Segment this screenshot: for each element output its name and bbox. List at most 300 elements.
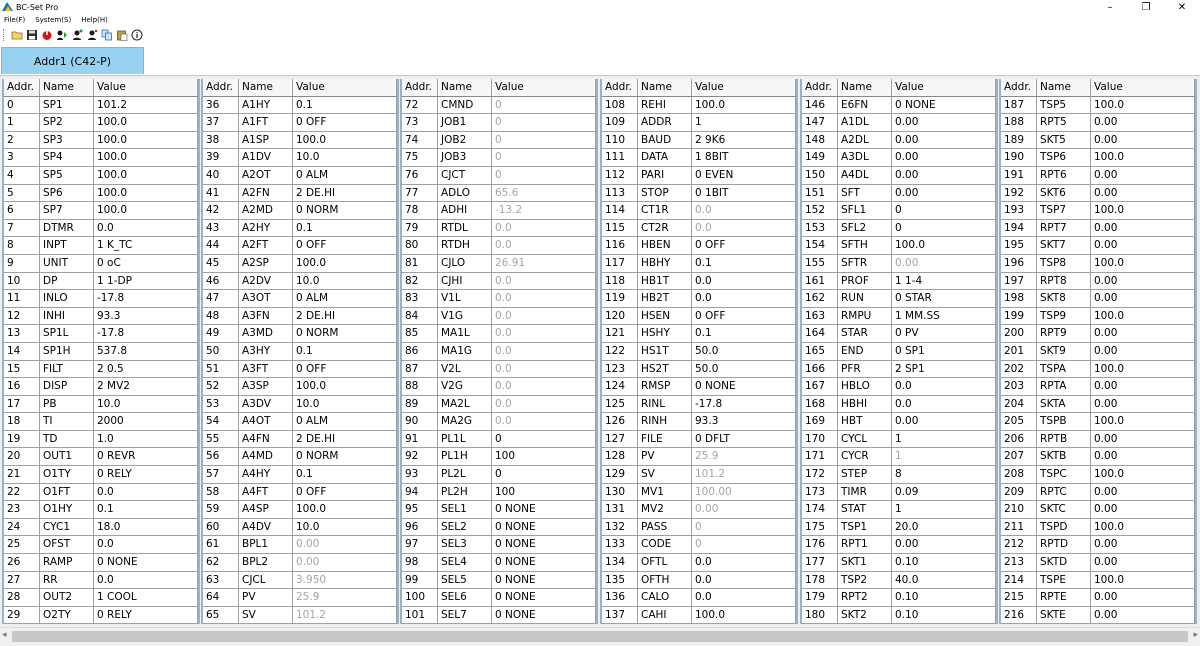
table-row[interactable] (1001, 273, 1195, 291)
value-cell[interactable]: 0 ALM (293, 290, 397, 308)
value-cell[interactable]: 1 (892, 501, 996, 519)
table-row[interactable] (203, 466, 397, 484)
value-cell[interactable]: 100.0 (94, 185, 198, 203)
value-cell[interactable]: 0.00 (1091, 325, 1195, 343)
value-cell[interactable]: 25.9 (692, 448, 796, 466)
table-row[interactable] (203, 114, 397, 132)
table-row[interactable] (203, 343, 397, 361)
table-row[interactable] (802, 202, 996, 220)
value-cell[interactable]: 100.0 (293, 132, 397, 150)
value-cell[interactable]: 100.0 (692, 607, 796, 625)
value-cell[interactable]: -17.8 (692, 396, 796, 414)
value-cell[interactable]: 0 (492, 466, 596, 484)
horizontal-scrollbar[interactable] (0, 627, 1200, 646)
table-row[interactable] (602, 448, 796, 466)
table-row[interactable] (203, 273, 397, 291)
close-button[interactable]: ✕ (1177, 1, 1187, 13)
table-row[interactable] (203, 519, 397, 537)
table-row[interactable] (203, 536, 397, 554)
value-header[interactable]: Value (94, 79, 198, 97)
addr-header[interactable]: Addr. (1001, 79, 1037, 97)
save-icon[interactable] (25, 28, 39, 42)
table-row[interactable] (602, 572, 796, 590)
name-header[interactable]: Name (438, 79, 492, 97)
value-cell[interactable]: -17.8 (94, 325, 198, 343)
value-cell[interactable]: 10.0 (293, 396, 397, 414)
table-row[interactable] (402, 413, 596, 431)
value-cell[interactable]: 18.0 (94, 519, 198, 537)
table-row[interactable] (802, 589, 996, 607)
value-cell[interactable]: 50.0 (692, 361, 796, 379)
table-row[interactable] (802, 255, 996, 273)
table-row[interactable] (602, 361, 796, 379)
name-header[interactable]: Name (638, 79, 692, 97)
table-row[interactable] (802, 237, 996, 255)
table-row[interactable] (402, 167, 596, 185)
value-cell[interactable]: 0.00 (1091, 607, 1195, 625)
value-cell[interactable]: 100.0 (94, 114, 198, 132)
table-row[interactable] (402, 132, 596, 150)
table-row[interactable] (1001, 554, 1195, 572)
table-row[interactable] (4, 273, 198, 291)
table-row[interactable] (802, 220, 996, 238)
table-row[interactable] (802, 572, 996, 590)
table-row[interactable] (4, 607, 198, 625)
value-cell[interactable]: 101.2 (692, 466, 796, 484)
menu-file[interactable]: File(F) (4, 16, 26, 24)
table-row[interactable] (602, 290, 796, 308)
addr-header[interactable]: Addr. (4, 79, 40, 97)
table-row[interactable] (402, 185, 596, 203)
menu-help[interactable]: Help(H) (81, 16, 108, 24)
table-row[interactable] (1001, 519, 1195, 537)
table-row[interactable] (1001, 202, 1195, 220)
download-icon[interactable] (85, 28, 99, 42)
table-row[interactable] (1001, 378, 1195, 396)
value-cell[interactable]: 100.0 (1091, 255, 1195, 273)
value-cell[interactable]: 0.00 (1091, 132, 1195, 150)
value-cell[interactable]: 0.00 (892, 255, 996, 273)
table-row[interactable] (1001, 413, 1195, 431)
table-row[interactable] (802, 466, 996, 484)
table-row[interactable] (802, 308, 996, 326)
value-cell[interactable]: 0.0 (692, 572, 796, 590)
value-cell[interactable]: 100.0 (1091, 519, 1195, 537)
value-cell[interactable]: 100.0 (1091, 149, 1195, 167)
value-cell[interactable]: 0.00 (1091, 114, 1195, 132)
value-cell[interactable]: 0 NONE (692, 378, 796, 396)
table-row[interactable] (802, 501, 996, 519)
value-cell[interactable]: 0.0 (94, 572, 198, 590)
value-cell[interactable]: 100.0 (892, 237, 996, 255)
value-cell[interactable]: 0.00 (293, 554, 397, 572)
table-row[interactable] (402, 501, 596, 519)
table-row[interactable] (4, 378, 198, 396)
table-row[interactable] (402, 448, 596, 466)
value-cell[interactable]: 1 8BIT (692, 149, 796, 167)
value-cell[interactable]: 0.0 (692, 220, 796, 238)
value-cell[interactable]: 0 NONE (492, 572, 596, 590)
value-cell[interactable]: 2 9K6 (692, 132, 796, 150)
value-cell[interactable]: 0 (692, 519, 796, 537)
table-row[interactable] (203, 97, 397, 115)
value-cell[interactable]: 3.950 (293, 572, 397, 590)
table-row[interactable] (402, 220, 596, 238)
table-row[interactable] (602, 501, 796, 519)
value-cell[interactable]: 2 0.5 (94, 361, 198, 379)
value-cell[interactable]: 0.00 (1091, 589, 1195, 607)
table-row[interactable] (4, 519, 198, 537)
table-row[interactable] (602, 202, 796, 220)
value-cell[interactable]: 0 (892, 202, 996, 220)
value-cell[interactable]: 0 (492, 132, 596, 150)
table-row[interactable] (602, 149, 796, 167)
table-row[interactable] (602, 308, 796, 326)
table-row[interactable] (802, 114, 996, 132)
value-cell[interactable]: 0.00 (1091, 536, 1195, 554)
table-row[interactable] (4, 97, 198, 115)
table-row[interactable] (4, 167, 198, 185)
value-cell[interactable]: 100.0 (1091, 413, 1195, 431)
paste-icon[interactable] (115, 28, 129, 42)
value-cell[interactable]: 2 DE.HI (293, 431, 397, 449)
value-cell[interactable]: 0.0 (492, 237, 596, 255)
table-row[interactable] (1001, 607, 1195, 625)
table-row[interactable] (402, 396, 596, 414)
table-row[interactable] (602, 554, 796, 572)
table-row[interactable] (402, 343, 596, 361)
value-cell[interactable]: 0.0 (94, 484, 198, 502)
value-cell[interactable]: -13.2 (492, 202, 596, 220)
table-row[interactable] (802, 290, 996, 308)
read-icon[interactable] (55, 28, 69, 42)
table-row[interactable] (4, 290, 198, 308)
table-row[interactable] (1001, 343, 1195, 361)
value-cell[interactable]: 0.0 (492, 396, 596, 414)
value-cell[interactable]: 0.0 (492, 308, 596, 326)
value-cell[interactable]: 0.00 (1091, 431, 1195, 449)
value-cell[interactable]: 0.00 (1091, 554, 1195, 572)
value-cell[interactable]: 0 ALM (293, 413, 397, 431)
table-row[interactable] (203, 202, 397, 220)
table-row[interactable] (802, 132, 996, 150)
value-cell[interactable]: 10.0 (293, 273, 397, 291)
table-row[interactable] (4, 325, 198, 343)
tab-addr1[interactable]: Addr1 (C42-P) (1, 47, 144, 74)
table-row[interactable] (1001, 589, 1195, 607)
value-cell[interactable]: 100.0 (94, 149, 198, 167)
table-row[interactable] (802, 273, 996, 291)
value-cell[interactable]: 1.0 (94, 431, 198, 449)
table-row[interactable] (203, 501, 397, 519)
table-row[interactable] (802, 149, 996, 167)
menu-system[interactable]: System(S) (35, 16, 72, 24)
value-cell[interactable]: 0 oC (94, 255, 198, 273)
table-row[interactable] (602, 536, 796, 554)
value-cell[interactable]: 0 (492, 431, 596, 449)
value-cell[interactable]: 0.0 (492, 273, 596, 291)
table-row[interactable] (203, 237, 397, 255)
name-header[interactable]: Name (838, 79, 892, 97)
value-cell[interactable]: 0.00 (1091, 185, 1195, 203)
table-row[interactable] (1001, 132, 1195, 150)
table-row[interactable] (203, 361, 397, 379)
value-cell[interactable]: 1 MM.SS (892, 308, 996, 326)
table-row[interactable] (402, 466, 596, 484)
value-cell[interactable]: 0 (492, 149, 596, 167)
table-row[interactable] (4, 220, 198, 238)
table-row[interactable] (4, 448, 198, 466)
value-header[interactable]: Value (293, 79, 397, 97)
scrollbar-thumb[interactable] (12, 631, 1188, 642)
value-cell[interactable]: 0 PV (892, 325, 996, 343)
table-row[interactable] (602, 343, 796, 361)
table-row[interactable] (203, 290, 397, 308)
table-row[interactable] (602, 325, 796, 343)
value-cell[interactable]: -17.8 (94, 290, 198, 308)
value-header[interactable]: Value (1091, 79, 1195, 97)
table-row[interactable] (802, 325, 996, 343)
value-cell[interactable]: 0.0 (492, 413, 596, 431)
table-row[interactable] (1001, 290, 1195, 308)
value-cell[interactable]: 0.0 (692, 273, 796, 291)
table-row[interactable] (802, 554, 996, 572)
table-row[interactable] (203, 220, 397, 238)
table-row[interactable] (1001, 114, 1195, 132)
value-cell[interactable]: 0.00 (293, 536, 397, 554)
table-row[interactable] (402, 325, 596, 343)
table-row[interactable] (203, 431, 397, 449)
table-row[interactable] (602, 273, 796, 291)
value-cell[interactable]: 0 OFF (293, 114, 397, 132)
value-cell[interactable]: 50.0 (692, 343, 796, 361)
table-row[interactable] (602, 220, 796, 238)
write-icon[interactable] (70, 28, 84, 42)
table-row[interactable] (203, 484, 397, 502)
value-cell[interactable]: 0 RELY (94, 607, 198, 625)
open-icon[interactable] (10, 28, 24, 42)
addr-header[interactable]: Addr. (203, 79, 239, 97)
value-cell[interactable]: 0 OFF (293, 361, 397, 379)
table-row[interactable] (4, 237, 198, 255)
value-cell[interactable]: 2000 (94, 413, 198, 431)
table-row[interactable] (4, 114, 198, 132)
table-row[interactable] (4, 185, 198, 203)
value-cell[interactable]: 1 (692, 114, 796, 132)
value-cell[interactable]: 0 OFF (692, 308, 796, 326)
table-row[interactable] (1001, 396, 1195, 414)
table-row[interactable] (602, 237, 796, 255)
addr-header[interactable]: Addr. (802, 79, 838, 97)
table-row[interactable] (402, 431, 596, 449)
table-row[interactable] (802, 343, 996, 361)
table-row[interactable] (1001, 325, 1195, 343)
table-row[interactable] (802, 519, 996, 537)
table-row[interactable] (802, 484, 996, 502)
table-row[interactable] (4, 589, 198, 607)
table-row[interactable] (402, 378, 596, 396)
value-cell[interactable]: 100.0 (94, 167, 198, 185)
value-cell[interactable]: 0 DFLT (692, 431, 796, 449)
value-cell[interactable]: 0.0 (492, 343, 596, 361)
value-cell[interactable]: 0 NONE (492, 554, 596, 572)
value-cell[interactable]: 100.0 (293, 501, 397, 519)
value-cell[interactable]: 0 (492, 97, 596, 115)
table-row[interactable] (602, 114, 796, 132)
value-cell[interactable]: 1 1-4 (892, 273, 996, 291)
value-cell[interactable]: 2 DE.HI (293, 308, 397, 326)
table-row[interactable] (402, 255, 596, 273)
toolbar-grip[interactable] (3, 29, 6, 41)
addr-header[interactable]: Addr. (402, 79, 438, 97)
table-row[interactable] (402, 290, 596, 308)
info-icon[interactable] (130, 28, 144, 42)
value-cell[interactable]: 2 DE.HI (293, 185, 397, 203)
value-cell[interactable]: 0 (692, 536, 796, 554)
table-row[interactable] (1001, 501, 1195, 519)
value-cell[interactable]: 100.0 (1091, 466, 1195, 484)
table-row[interactable] (402, 554, 596, 572)
value-cell[interactable]: 0.00 (892, 536, 996, 554)
table-row[interactable] (802, 167, 996, 185)
value-cell[interactable]: 0 OFF (293, 237, 397, 255)
table-row[interactable] (602, 396, 796, 414)
table-row[interactable] (1001, 149, 1195, 167)
table-row[interactable] (203, 132, 397, 150)
value-cell[interactable]: 0.00 (892, 167, 996, 185)
table-row[interactable] (402, 572, 596, 590)
table-row[interactable] (402, 536, 596, 554)
value-cell[interactable]: 0.0 (692, 554, 796, 572)
table-row[interactable] (602, 484, 796, 502)
table-row[interactable] (1001, 97, 1195, 115)
value-header[interactable]: Value (892, 79, 996, 97)
table-row[interactable] (602, 589, 796, 607)
table-row[interactable] (602, 255, 796, 273)
value-cell[interactable]: 0.10 (892, 607, 996, 625)
table-row[interactable] (4, 413, 198, 431)
value-cell[interactable]: 0.0 (492, 325, 596, 343)
table-row[interactable] (1001, 572, 1195, 590)
value-cell[interactable]: 0 STAR (892, 290, 996, 308)
table-row[interactable] (203, 554, 397, 572)
table-row[interactable] (402, 589, 596, 607)
value-cell[interactable]: 0.00 (1091, 237, 1195, 255)
scroll-left-icon[interactable]: ◂ (2, 630, 7, 640)
table-row[interactable] (203, 589, 397, 607)
table-row[interactable] (602, 431, 796, 449)
copy-icon[interactable] (100, 28, 114, 42)
value-cell[interactable]: 0.00 (892, 413, 996, 431)
table-row[interactable] (402, 308, 596, 326)
table-row[interactable] (402, 237, 596, 255)
value-cell[interactable]: 0.0 (492, 378, 596, 396)
table-row[interactable] (1001, 484, 1195, 502)
value-header[interactable]: Value (692, 79, 796, 97)
value-cell[interactable]: 0.00 (1091, 396, 1195, 414)
value-cell[interactable]: 100.0 (1091, 202, 1195, 220)
value-cell[interactable]: 8 (892, 466, 996, 484)
table-row[interactable] (802, 378, 996, 396)
value-cell[interactable]: 10.0 (293, 519, 397, 537)
value-cell[interactable]: 0.00 (692, 501, 796, 519)
table-row[interactable] (4, 572, 198, 590)
value-cell[interactable]: 1 (892, 448, 996, 466)
table-row[interactable] (402, 361, 596, 379)
table-row[interactable] (203, 448, 397, 466)
value-cell[interactable]: 0.1 (293, 97, 397, 115)
value-cell[interactable]: 40.0 (892, 572, 996, 590)
table-row[interactable] (1001, 237, 1195, 255)
table-row[interactable] (402, 114, 596, 132)
value-cell[interactable]: 20.0 (892, 519, 996, 537)
table-row[interactable] (4, 149, 198, 167)
value-cell[interactable]: 0.1 (692, 255, 796, 273)
table-row[interactable] (802, 607, 996, 625)
table-row[interactable] (1001, 220, 1195, 238)
table-row[interactable] (602, 607, 796, 625)
name-header[interactable]: Name (40, 79, 94, 97)
name-header[interactable]: Name (239, 79, 293, 97)
value-cell[interactable]: 100.0 (1091, 572, 1195, 590)
table-row[interactable] (4, 554, 198, 572)
table-row[interactable] (602, 167, 796, 185)
value-cell[interactable]: 100.0 (94, 132, 198, 150)
value-cell[interactable]: 2 SP1 (892, 361, 996, 379)
table-row[interactable] (602, 378, 796, 396)
table-row[interactable] (602, 519, 796, 537)
power-icon[interactable] (40, 28, 54, 42)
table-row[interactable] (203, 308, 397, 326)
value-cell[interactable]: 93.3 (94, 308, 198, 326)
value-cell[interactable]: 0 SP1 (892, 343, 996, 361)
value-cell[interactable]: 0.00 (1091, 290, 1195, 308)
table-row[interactable] (602, 413, 796, 431)
value-cell[interactable]: 100 (492, 448, 596, 466)
value-cell[interactable]: 0 ALM (293, 167, 397, 185)
value-cell[interactable]: 100.0 (293, 255, 397, 273)
value-cell[interactable]: 0.00 (1091, 378, 1195, 396)
value-cell[interactable]: 0.00 (892, 114, 996, 132)
value-cell[interactable]: 0.1 (293, 466, 397, 484)
value-cell[interactable]: 0 NORM (293, 325, 397, 343)
value-cell[interactable]: 0.00 (1091, 448, 1195, 466)
value-cell[interactable]: 100.0 (692, 97, 796, 115)
table-row[interactable] (4, 202, 198, 220)
name-header[interactable]: Name (1037, 79, 1091, 97)
table-row[interactable] (602, 97, 796, 115)
value-cell[interactable]: 0 EVEN (692, 167, 796, 185)
value-cell[interactable]: 0 NONE (892, 97, 996, 115)
value-cell[interactable]: 0 NORM (293, 448, 397, 466)
value-cell[interactable]: 0.10 (892, 589, 996, 607)
value-cell[interactable]: 0.00 (1091, 343, 1195, 361)
value-cell[interactable]: 101.2 (293, 607, 397, 625)
value-cell[interactable]: 0.00 (892, 132, 996, 150)
table-row[interactable] (203, 255, 397, 273)
value-cell[interactable]: 0.1 (692, 325, 796, 343)
table-row[interactable] (402, 273, 596, 291)
value-cell[interactable]: 1 COOL (94, 589, 198, 607)
value-cell[interactable]: 100.0 (1091, 97, 1195, 115)
table-row[interactable] (802, 361, 996, 379)
table-row[interactable] (4, 466, 198, 484)
value-cell[interactable]: 1 1-DP (94, 273, 198, 291)
table-row[interactable] (203, 325, 397, 343)
value-cell[interactable]: 0 (492, 167, 596, 185)
value-cell[interactable]: 0.00 (1091, 273, 1195, 291)
table-row[interactable] (4, 361, 198, 379)
